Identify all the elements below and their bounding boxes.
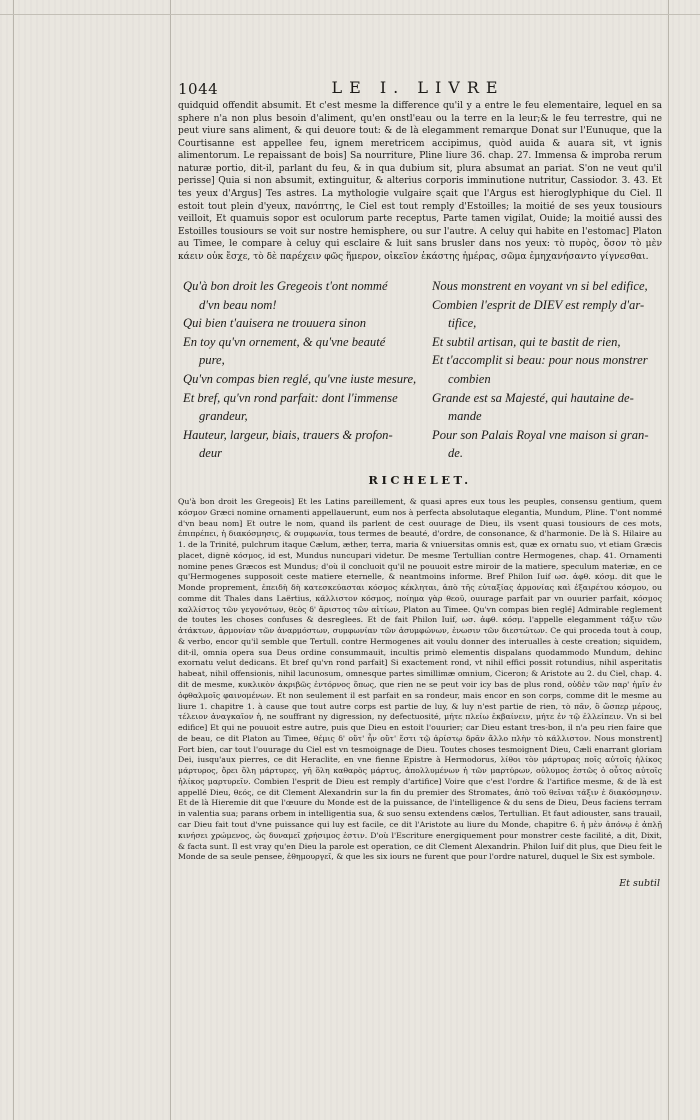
commentary-main: Qu'à bon droit les Gregeois] Et les Latins pareillement, & quasi apres eux tous les peuples, consensu gentium, quem κόσμον Græci nomine ornamenti appellauerunt, eum nos à perfecta absolutaque elegantia, Mundum, Pline. T'ont nommé d'vn beau nom] Et outre le nom, quand ils parlent de cest ouurage de Dieu, ils vsent quasi tousiours de ces mots, ἐπιπρέπει, ἡ διακόσμησις, & συμφωνία, tous termes de beauté, d'ordre, de consonance, & d'harmonie. De là S. Hilaire au 1. de la Trinité, pulchrum itaque Cælum, æther, terra, maria & vniuersitas omnis est, quæ ex ornatu suo, vt etiam Græcis placet, dignè κόσμος, id est, Mundus nuncupari videtur. De mesme Tertullian contre Hermogenes, chap. 41. Ornamenti nomine penes Græcos est Mundus; d'où il concluoit qu'il ne pouuoit estre miroir de la matiere, speculum materiæ, en ce qu'Hermogenes supposoit ceste matiere eternelle, & neantmoins informe. Bref Philon Iuif ωσ. ἀφθ. κόσμ. dit que le Monde proprement, ἐπειδὴ δὴ κατεσκεύασται κόσμος κέκληται, ἀπὸ τῆς εὐταξίας ἀρμονίας καὶ ἐξαιρέτου κόσμου, ou comme dit Thales dans Laërtius, κάλλιστον κόσμος, ποίημα γὰρ θεοῦ, ouurage parfait par vn ouurier parfait, κόσμος καλλίστος τῶν γεγονότων, θεὸς δ' ἄριστος τῶν αἰτίων, Platon au Timee. Qu'vn compas bien reglé] Admirable reglement de toutes les choses confuses & desreglees. Et de fait Philon Iuif, ωσ. ἀφθ. κόσμ. l'appelle elegamment τάξιν τῶν ἀτάκτων, ἁρμονίαν τῶν ἀναρμόστων, συμφωνίαν τῶν ἀσυμφώνων, ἑνωσιν τῶν διεστώτων. Ce qui proceda tout à coup, & verbo, encor qu'il semble que Tertull. contre Hermogenes ait voulu donner des interualles à ceste creation; siquidem, dit-il, omnia opera sua Deus ordine consummauit, incultis primò elementis dispalans quodammodo Mundum, dehinc exornatu velut dedicans. Et bref qu'vn rond parfait] Si exactement rond, vt nihil effici possit rotundius, nihil asperitatis habeat, nihil offensionis, nihil lacunosum, omnesque partes simillimæ omnium, Ciceron; & Aristote au 2. du Ciel, chap. 4. dit de mesme, κυκλικὸν ἀκριβῶς ἐντόρνος ὅπως, que rien ne se peut voir icy bas de plus rond, οὐδὲν τῶν παρ' ἡμῖν ἐν ὀφθαλμοῖς φαινομένων. Et non seulement il est parfait en sa rondeur, mais encor en son corps, comme dit le mesme au liure 1. chapitre 1. à cause que tout autre corps est partie de luy, & luy n'est partie de rien, τὸ πᾶν, ὃ ὥσπερ μέρους, τέλειον ἀναγκαῖον ἡ, ne souffrant ny digression, ny defectuosité, μήτε πλείω ἐκβαίνειν, μήτε ἐν τῷ ἐλλείπειν. Vn si bel edifice] Et qui ne pouuoit estre autre, puis que Dieu en estoit l'ouurier; car Dieu estant tres-bon, il n'a peu rien faire que de beau, ce dit Platon au Timee, θέμις δ' οὔτ' ἦν οὔτ' ἔστι τῷ ἀρίστῳ δρᾶν ἄλλο πλὴν τὸ κάλλιστον. Nous monstrent] Fort bien, car tout l'ouurage du Ciel est vn tesmoignage de Dieu. Toutes choses tesmoignent Dieu, Cæli enarrant gloriam Dei, iusqu'aux pierres, ce dit Heraclite, en vne fienne Epistre à Hermodorus, λίθοι τὸν μάρτυρας ποῖς αὐτοῖς ἡλίκος μάρτυρος, ὄρει ὅλη μάρτυρες, γῆ ὅλη καθαρὸς μάρτυς, ἀπολλυμένων ἡ τῶν μαρτύρων, οὐλυμος ἑστῶς ὁ οὖτος αὐτοῖς ἡλίκος μαρτυρεῖν. Combien l'esprit de Dieu est remply d'artifice] Voire que c'est l'ordre & l'artifice mesme, & de là est appellé Dieu, θεός, ce dit Clement Alexandrin sur la fin du premier des Stromates, ἀπὸ τοῦ θεῖναι τάξιν ἐ διακόσμησιν. Et de là Hieremie dit que l'œuure du Monde est de la puissance, de l'intelligence & du sens de Dieu, Deus faciens terram in valentia sua; parans orbem in intelligentia sua, & suo sensu extendens cælos, Tertullian. Et faut adiouster, sans trauail, car Dieu fait tout d'vne puissance qui luy est facile, ce dit l'Aristote au liure du Monde, chapitre 6. ἡ μὲν ἀπόνῳ ἐ ἁπλῇ κινήσει χρώμενος, ὡς δυναμεῖ χρήσιμος ἐστιν. D'où l'Escriture energiquement pour monstrer ceste facilité, a dit, Dixit, & facta sunt. Il est vray qu'en Dieu la parole est operation, ce dit Clement Alexandrin. Philon Iuif dit plus, que Dieu feit le Monde de sa seule pensee, ἐθημουργεῖ, & que les six iours ne furent que pour l'ordre naturel, duquel le Six est symbole. [178,497,662,862]
verse-line: Et t'accomplit si beau: pour nous monstrer [432,353,648,368]
scan-margin-line [0,14,700,15]
verse-line: Nous monstrent en voyant vn si bel edifice, [432,279,648,293]
verse-line: deur [199,446,223,461]
scan-margin-line [13,0,14,1120]
verse-line: mande [448,409,482,424]
verse-line: Pour son Palais Royal vne maison si gran- [432,427,649,442]
verse-line: Qu'à bon droit les Gregeois t'ont nommé [183,279,388,293]
verse-line: Qui bien t'auisera ne trouuera sinon [183,316,367,331]
poem-right-column [432,277,664,463]
page-header [178,80,658,100]
poem-left-column [183,277,425,463]
verse-line: Et bref, qu'vn rond parfait: dont l'immense [183,390,398,405]
verse-line: Qu'vn compas bien reglé, qu'vne iuste mesure, [183,371,417,386]
catchword: Et subtil [619,878,660,889]
verse-line: En toy qu'vn ornement, & qu'vne beauté [183,334,386,349]
verse-line: grandeur, [199,409,248,424]
verse-line: pure, [199,353,225,368]
commentary-top: quidquid offendit absumit. Et c'est mesme la difference qu'il y a entre le feu elementaire, lequel en sa sphere n'a non plus besoin d'aliment, qu'en onstl'eau ou la terre en la leur;& le feu terrestre, qui ne peut viure sans aliment, & qui deuore tout: & de là elegamment remarque Donat sur l'Eunuque, que la Courtisanne est appellee feu, ignem meretricem accipimus, quòd auida & auara sit, vt ignis alimentorum. Le repaissant de bois] Sa nourriture, Pline liure 36. chap. 27. Immensa & improba rerum naturæ portio, dit-il, parlant du feu, & in qua dubium sit, plura absumat an pariat. S'on ne veut qu'il perisse] Quia si non absumit, extinguitur, & alterius corporis imminutione nutritur, Cassiodor. 3. 43. Et tes yeux d'Argus] Tes astres. La mythologie vulgaire sçait que l'Argus est hieroglyphique du Ciel. Il estoit tout plein d'yeux, πανόπτης, le Ciel est tout remply d'Estoilles; la moitié de ses yeux tousiours veilloit, Et quamuis sopor est oculorum parte receptus, Parte tamen vigilat, Ouide; la moitié aussi des Estoilles tousiours se voit sur nostre hemisphere, ou sur l'autre. A celuy qui habite en l'estomac] Platon au Timee, le compare à celuy qui esclaire & luit sans brusler dans nos yeux: τὸ πυρὸς, ὅσον τὸ μὲν κάειν οὐκ ἔσχε, τὸ δὲ παρέχειν φῶς ἥμερον, οἰκεῖον ἑκάστης ἡμέρας, σῶμα ἐμηχανήσαντο γίγνεσθαι. [178,101,662,262]
verse-line: de. [448,446,464,461]
section-title: RICHELET. [368,473,472,487]
verse-line: Hauteur, largeur, biais, trauers & profon- [183,427,393,442]
verse-line: Combien l'esprit de DIEV est remply d'ar- [432,297,645,312]
running-title: LE I. LIVRE [331,78,505,97]
page-number: 1044 [178,80,219,98]
verse-line: d'vn beau nom! [199,297,277,312]
verse-line: Grande est sa Majesté, qui hautaine de- [432,390,634,405]
verse-line: combien [448,371,491,386]
scan-margin-line [668,0,669,1120]
verse-line: tifice, [448,316,477,331]
verse-line: Et subtil artisan, qui te bastit de rien, [432,334,621,349]
scan-margin-line [170,0,171,1120]
